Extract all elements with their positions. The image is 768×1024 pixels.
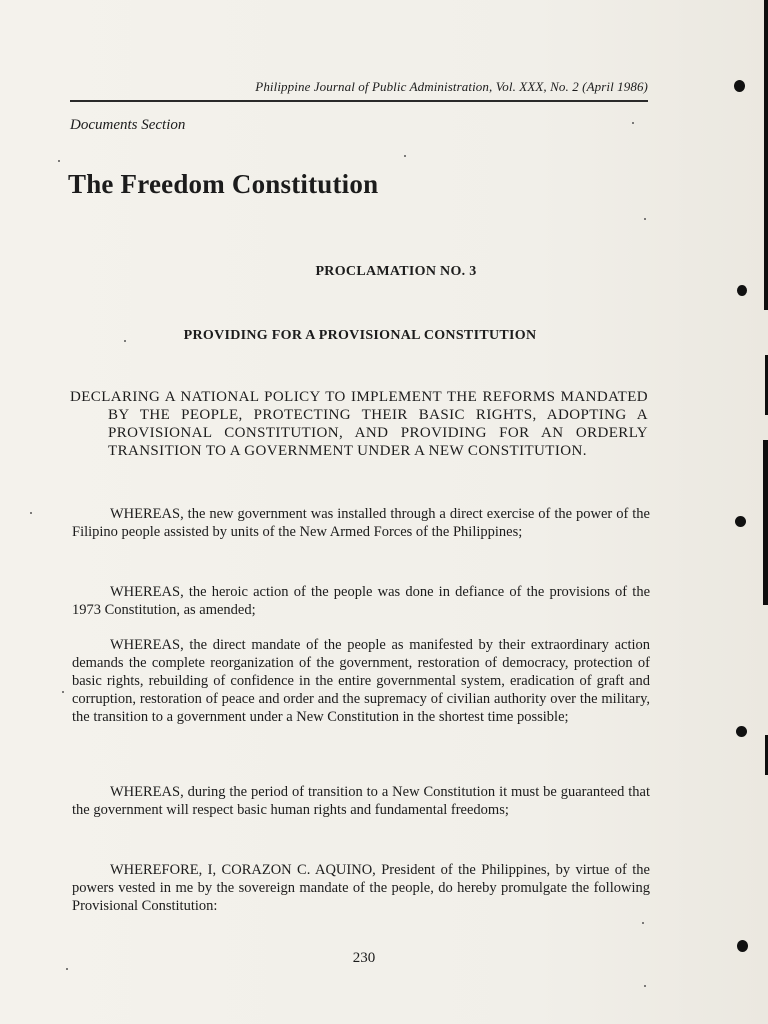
- declaring-statement: DECLARING A NATIONAL POLICY TO IMPLEMENT THE REFORMS MANDATED BY THE PEOPLE, PROTECTING THEIR BASIC RIGHTS, ADOPTING A PROVISIONAL CONSTITUTION, AND PROVIDING FOR AN ORDERLY TRANSITION TO A GOVERNMENT UNDER A NEW CONSTITUTION.: [70, 389, 648, 459]
- whereas-paragraph-1: WHEREAS, the new government was installed through a direct exercise of the power of the Filipino people assisted by units of the New Armed Forces of the Philippines;: [72, 506, 650, 540]
- scan-speck: [30, 512, 32, 514]
- binder-hole-mark: [735, 516, 746, 527]
- scan-edge-shadow: [764, 0, 768, 310]
- section-label: Documents Section: [70, 117, 186, 133]
- wherefore-paragraph: WHEREFORE, I, CORAZON C. AQUINO, President of the Philippines, by virtue of the powers vested in me by the sovereign mandate of the people, do hereby promulgate the following Provisional Constitution:: [72, 862, 650, 914]
- scan-edge-shadow: [763, 440, 768, 605]
- provisional-constitution-heading: PROVIDING FOR A PROVISIONAL CONSTITUTION: [183, 328, 537, 343]
- scan-speck: [644, 218, 646, 220]
- journal-header: Philippine Journal of Public Administration, Vol. XXX, No. 2 (April 1986): [255, 79, 648, 94]
- binder-hole-mark: [734, 80, 745, 92]
- whereas-paragraph-3: WHEREAS, the direct mandate of the people as manifested by their extraordinary action demands the complete reorganization of the government, restoration of democracy, protection of basic rights, rebuilding of confidence in the entire governmental system, eradication of graft and corruption, restoration of peace and order and the supremacy of civilian authority over the military, the transition to a government under a New Constitution in the shortest time possible;: [72, 637, 650, 725]
- whereas-paragraph-4: WHEREAS, during the period of transition to a New Constitution it must be guaranteed that the government will respect basic human rights and fundamental freedoms;: [72, 784, 650, 818]
- header-rule: [70, 100, 648, 102]
- scan-speck: [66, 968, 68, 970]
- scan-speck: [632, 122, 634, 124]
- binder-hole-mark: [737, 285, 747, 296]
- proclamation-heading: PROCLAMATION NO. 3: [315, 264, 477, 279]
- page-number: 230: [352, 950, 376, 966]
- binder-hole-mark: [737, 940, 748, 952]
- whereas-paragraph-2: WHEREAS, the heroic action of the people was done in defiance of the provisions of the 1973 Constitution, as amended;: [72, 584, 650, 618]
- scan-speck: [58, 160, 60, 162]
- binder-hole-mark: [736, 726, 747, 737]
- document-title: The Freedom Constitution: [68, 169, 379, 199]
- scan-speck: [644, 985, 646, 987]
- scan-speck: [642, 922, 644, 924]
- scan-speck: [124, 340, 126, 342]
- scan-speck: [62, 691, 64, 693]
- scan-speck: [404, 155, 406, 157]
